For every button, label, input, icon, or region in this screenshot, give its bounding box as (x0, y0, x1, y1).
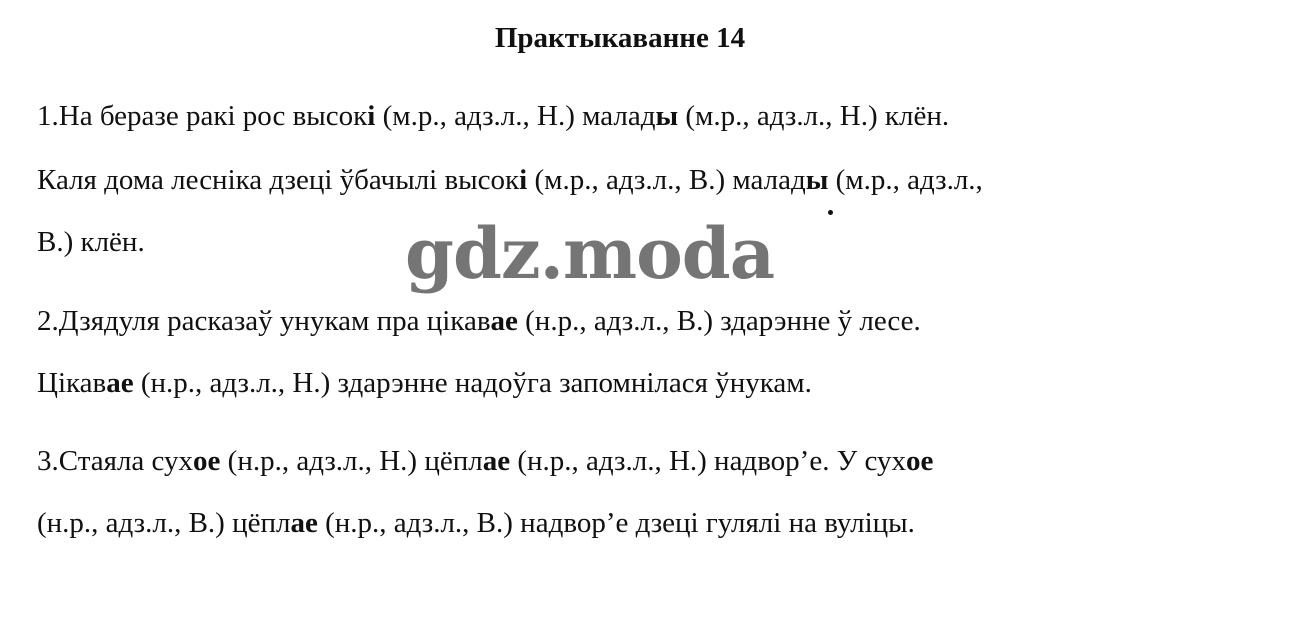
text-line-2 (37, 162, 983, 198)
text-line-1 (37, 98, 949, 134)
text-segment: (м.р., адз.л., Н.) клён. (678, 100, 950, 132)
text-segment: (н.р., адз.л., Н.) здарэнне надоўга запомнілася ўнукам. (133, 367, 812, 399)
text-segment: (м.р., адз.л., В.) малад (527, 164, 806, 196)
page-title: Практыкаванне 14 (494, 22, 746, 54)
bold-ending: ае (106, 367, 134, 399)
bold-ending: ае (482, 445, 511, 477)
text-segment: Каля дома лесніка дзеці ўбачылі высок (37, 164, 520, 196)
bold-ending: ае (290, 507, 318, 539)
text-segment: 3.Стаяла сух (37, 445, 194, 477)
stray-dot (828, 210, 833, 215)
text-segment: 1.На беразе ракі рос высок (37, 100, 368, 132)
bold-ending: ое (193, 445, 221, 477)
bold-ending: ое (906, 445, 934, 477)
text-line-7 (37, 505, 915, 541)
text-segment: (н.р., адз.л., Н.) цёпл (220, 445, 483, 477)
text-line-6 (37, 443, 933, 479)
text-line-5 (37, 365, 812, 401)
text-segment: 2.Дзядуля расказаў унукам пра цікав (37, 305, 491, 337)
text-segment: (н.р., адз.л., В.) здарэнне ў лесе. (517, 305, 921, 337)
bold-ending: ы (655, 100, 679, 132)
text-line-3 (37, 224, 145, 260)
text-segment: (м.р., адз.л., (828, 164, 983, 196)
text-segment: В.) клён. (37, 226, 145, 258)
text-segment: Цікав (37, 367, 107, 399)
bold-ending: і (367, 100, 376, 132)
bold-ending: і (519, 164, 528, 196)
text-segment: (н.р., адз.л., В.) цёпл (37, 507, 291, 539)
bold-ending: ы (805, 164, 829, 196)
text-segment: (н.р., адз.л., В.) надвор’е дзеці гулялі на вуліцы. (317, 507, 915, 539)
watermark-logo: gdz.moda (405, 212, 775, 295)
text-line-4 (37, 303, 921, 339)
text-segment: (н.р., адз.л., Н.) надвор’е. У сух (510, 445, 906, 477)
bold-ending: ае (490, 305, 518, 337)
text-segment: (м.р., адз.л., Н.) малад (375, 100, 656, 132)
